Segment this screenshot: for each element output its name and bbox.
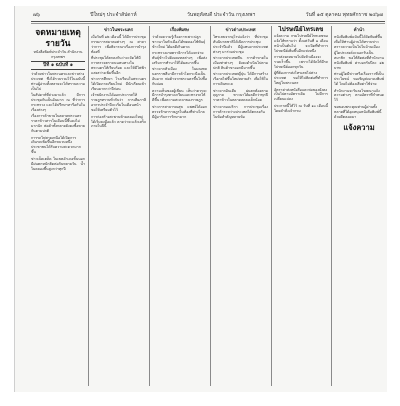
article-paragraph: การส่งจดหมายไปยังหัวเมืองจะรวดเร็วขึ้น เพราะได้จัดให้มีรถไปรษณีย์ออกทุกวัน: [274, 55, 328, 69]
column-6-heading: คำนำ: [353, 28, 365, 33]
article-paragraph: กระทรวงเกษตราธิการได้แจกจ่ายพันธุ์ข้าวไปยังมณฑลต่างๆ เพื่อส่งเสริมการทำนาให้ได้ผลมากขึ้น: [152, 51, 207, 66]
article-paragraph: ข่าวเบ็ดเตล็ด ในเขตอำเภอชั้นนอกมีฝนตกหนักติดต่อกันหลายวัน น้ำในคลองขึ้นสูงกว่าทุกปี: [31, 156, 85, 171]
column-4-body: [213, 35, 268, 120]
column-3-heading: เรื่องพิเศษ: [170, 28, 189, 33]
article-paragraph: ข่าวจากอินเดีย ฝนตกต้องตามฤดูกาล ชาวนาได้ผลดีกว่าทุกปี ราคาข้าวในตลาดลดลงเล็กน้อย: [213, 88, 268, 103]
article-paragraph: ข่าวการสาธารณสุข แพทย์ได้ออกตรวจรักษาราษฎรในท้องที่ห่างไกล มีผู้มารับการรักษามาก: [152, 104, 207, 119]
running-head-right: วันที่ ๑๕ ตุลาคม พุทธศักราช ๒๔๖๗: [305, 12, 383, 18]
article-paragraph: ว่าด้วยข่าวในพระนครและข่าวต่างประเทศ ซึ่งได้รวบรวมไว้ในฉบับนี้ ท่านผู้อ่านทั้งหลายจะได้ทราบความเป็นไป: [31, 72, 85, 91]
article-paragraph: ประกาศนี้ให้ไว้ ณ วันที่ ๑๐ เดือนนี้ โดยคำสั่งเจ้ากรม: [274, 103, 328, 113]
article-paragraph: ความเห็นของผู้เขียน เห็นว่าควรจะมีการบำรุงทางเกวียนและทางรถให้ดีขึ้น เพื่อความสะดวกของราษฎร: [152, 88, 207, 103]
column-1: [31, 26, 85, 388]
article-paragraph: การก่อสร้างสะพานข้ามคลองใหญ่ได้เริ่มลงมือแล้ว คาดว่าจะแล้วเสร็จภายในปีนี้: [91, 114, 146, 129]
article-paragraph: ผู้ที่ต้องการส่งโทรเลขไปต่างประเทศ ขอให้ไปติดต่อที่ทำการใหญ่ในพระนคร: [274, 71, 328, 86]
article-paragraph: ข่าวจากประเทศญี่ปุ่น ได้มีการสร้างเรือกลไฟขึ้นใหม่หลายลำ เพื่อใช้ในการเดินทะเล: [213, 72, 268, 87]
article-paragraph: ในสัปดาห์ที่ล่วงมาแล้ว มีการประชุมกันเป็นอันมาก ณ ที่ว่าการกระทรวง และได้ปรึกษาหารือกันในเรื่องต่างๆ: [31, 93, 85, 113]
column-divider: [88, 26, 89, 386]
notice-heading: แจ้งความ: [343, 122, 375, 132]
column-5-body: [274, 34, 328, 114]
article-paragraph: ข่าวการศึกษา โรงเรียนในพระนครได้เปิดภาคเรียนใหม่ มีนักเรียนเข้าเรียนมากกว่าปีก่อน: [91, 77, 146, 92]
column-3-body: [152, 35, 207, 120]
column-divider: [210, 26, 211, 386]
masthead-title: จดหมายเหตุรายวัน: [35, 28, 81, 49]
article-paragraph: เจ้าพนักงานได้ออกประกาศให้ราษฎรทราบทั่วกันว่า การเสียภาษีอากรประจำปีจะเริ่มในเดือนหน้า ขอให้เตรียมตัวไว้: [91, 93, 146, 113]
header-rule-thin: [31, 23, 385, 24]
column-2-body: [91, 35, 146, 129]
column-6: [334, 26, 384, 388]
running-head-center: วันพฤหัสบดี ประจำวัน กรุงเทพฯ: [187, 12, 256, 18]
column-2: [91, 26, 146, 388]
article-paragraph: แจ้งความ กรมไปรษณีย์โทรเลขขอแจ้งให้ทราบว่า ตั้งแต่วันที่ ๑ เดือนหน้าเป็นต้นไป จะเปิดที่ทำการไปรษณีย์เพิ่มขึ้นอีกแห่งหนึ่ง: [274, 34, 328, 53]
article-paragraph: การรถไฟสายเหนือได้เปิดการเดินรถเพิ่มขึ้นอีกขบวนหนึ่ง ประชาชนได้รับความสะดวกมากขึ้น: [31, 135, 81, 155]
article-paragraph: ว่าด้วยความรู้เรื่องการเพาะปลูก ชาวนาในหัวเมืองได้ทดลองใช้พันธุ์ข้าวใหม่ ได้ผลดีเกินคาด: [152, 35, 206, 49]
article-paragraph: เมื่อวันที่ ๑๒ เดือนนี้ ได้มีการประชุมกรรมการสมาคมต่างๆ ณ ศาลาว่าการ เพื่อพิจารณาเรื่องการบำรุงท้องที่: [91, 35, 146, 54]
article-paragraph: ท่านผู้ใดมีข่าวหรือเรื่องราวที่เป็นประโยชน์ ขอเชิญส่งมาลงพิมพ์ได้ โดยไม่ต้องเสียค่าใช้จ่าย: [334, 72, 384, 87]
column-divider: [271, 26, 272, 386]
column-5-heading: ไปรษณีย์โทรเลข: [278, 26, 324, 33]
header-rule: [31, 21, 385, 22]
column-3: [152, 26, 207, 388]
newspaper-page: [14, 6, 387, 392]
running-head: [33, 11, 383, 19]
article-paragraph: ข่าวจากประเทศจีน การค้าขายในเมืองท่าต่างๆ ยังคงดำเนินไปตามปกติ สินค้าขาออกมีมากขึ้น: [213, 56, 268, 70]
column-divider: [331, 26, 332, 386]
column-6-body: [334, 35, 384, 120]
running-head-left: ปีใหม่ๆ ประจำสัปดาห์: [90, 12, 137, 18]
column-4: [213, 26, 268, 388]
column-5: [274, 26, 328, 388]
article-paragraph: ผู้ใดประสงค์จะบอกรับเป็นสมาชิก ขอให้ติดต่อที่สำนักงานหนังสือพิมพ์ ค่าบอกรับปีละ ๑๒ บาท: [334, 51, 384, 70]
article-paragraph: ขอขอบพระคุณท่านผู้อ่านทั้งหลายที่ได้อุดหนุนหนังสือพิมพ์นี้ด้วยดีตลอดมา: [334, 104, 382, 119]
issue-date: ปีที่ ๑ ฉบับที่ ๑: [31, 61, 85, 70]
page-number: ๗๖: [33, 12, 40, 18]
article-paragraph: ที่ประชุมได้ตกลงกันว่าจะจัดให้มีการตรวจตราถนนหนทางในพระนครให้เรียบร้อย และให้มีไฟฟ้าแสงสว่างเพิ่มขึ้นอีก: [91, 56, 146, 75]
article-paragraph: โทรเลขจากยุโรปแจ้งว่า ที่ประชุมสันนิบาตชาติได้เปิดการประชุมประจำปีแล้ว มีผู้แทนจากประเทศต่างๆ มาร่วมประชุม: [213, 35, 268, 54]
masthead-subtitle: หนังสือพิมพ์ประจำวัน สำนักงานกรุงเทพฯ: [33, 50, 83, 59]
column-1-body: [31, 72, 85, 171]
article-paragraph: อัตราค่าส่งหนังสือและห่อของยังคงเป็นไปตามอัตราเดิม ไม่มีการเปลี่ยนแปลง: [274, 87, 328, 102]
article-paragraph: สำนักงานจะรับลงโฆษณาแจ้งความต่างๆ ตามอัตราที่กำหนดไว้: [334, 88, 384, 103]
article-paragraph: หนังสือพิมพ์ฉบับนี้ได้จัดพิมพ์ขึ้นเพื่อให้ท่านผู้อ่านได้ทราบข่าวคราวความเป็นไปในบ้านเมือง: [334, 35, 383, 49]
column-2-heading: ข่าวในพระนคร: [104, 28, 133, 33]
column-4-heading: ข่าวต่างประเทศ: [225, 28, 256, 33]
article-paragraph: ข่าวจากอเมริกา การประชุมเรื่องการค้าระหว่างประเทศได้ตกลงกันในข้อสำคัญหลายข้อ: [213, 104, 268, 119]
column-divider: [149, 26, 150, 386]
article-paragraph: ข่าวจากหัวเมือง ในมณฑลนครราชสีมามีการค้าโคกระบือเป็นอันมาก พ่อค้าจากพระนครขึ้นไปซื้อกันบ่อย: [152, 67, 207, 87]
article-paragraph: เรื่องการค้าขายในตลาดพระนคร ราคาข้าวสารในเดือนนี้ขึ้นลงไม่มากนัก พ่อค้าทั้งหลายยังคงซื้อขายกันตามปกติ: [31, 114, 85, 134]
